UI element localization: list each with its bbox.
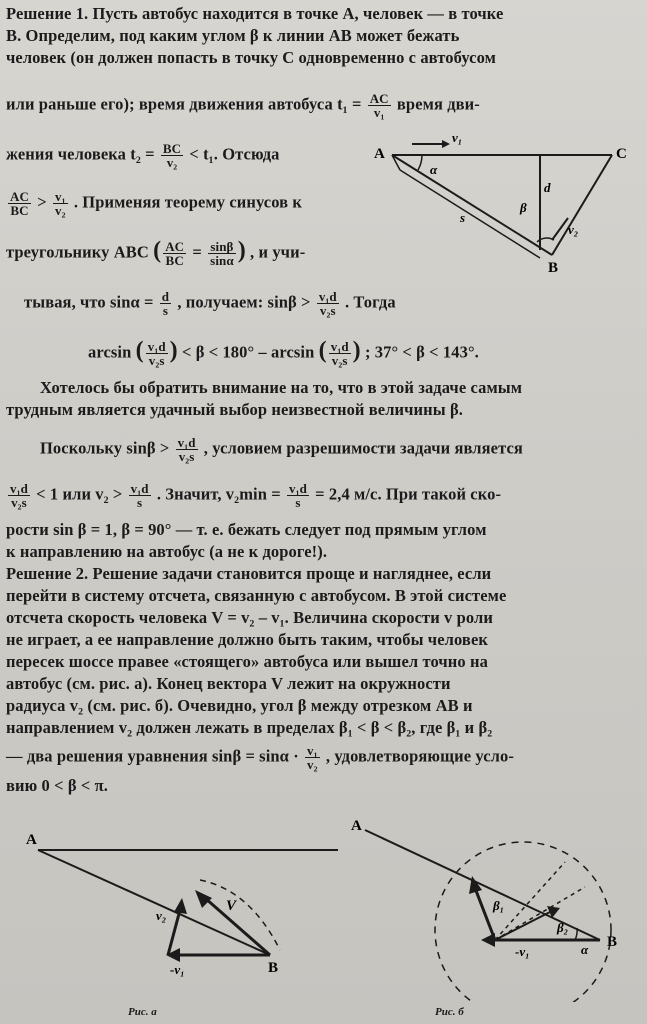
label-beta2: β₂: [557, 920, 569, 935]
arrow-v1-head: [442, 140, 450, 148]
fraction-v1d-s: [287, 482, 309, 509]
label-A: A: [374, 146, 385, 162]
text-line: Хотелось бы обратить внимание на то, что в этой задаче самым: [40, 378, 523, 397]
label-v2: v₂: [568, 222, 579, 237]
fraction-ac-v1: [368, 92, 391, 119]
numerator: v₁d: [130, 481, 149, 496]
label-B: B: [268, 960, 279, 976]
denominator: v₂s: [148, 353, 165, 368]
denominator: v₂s: [11, 495, 27, 510]
text-line: трудным является удачный выбор неизвестной величины β.: [6, 400, 463, 419]
numerator: v₁: [307, 743, 318, 758]
caption-a: Рис. а: [128, 1006, 157, 1018]
denominator: s: [295, 495, 301, 510]
dashed-ray: [495, 862, 565, 940]
denominator: v₂s: [331, 353, 348, 368]
text-line: [6, 482, 636, 509]
fraction-v1d-s: [129, 482, 151, 509]
label-mv1: -v₁: [170, 962, 185, 977]
label-C: C: [616, 146, 627, 162]
formula-t2: t₂ =: [130, 144, 155, 164]
label-s: s: [460, 210, 466, 225]
text-line: перейти в систему отсчета, связанную с автобусом. В этой системе: [6, 586, 507, 605]
text-fragment: треугольнику: [6, 242, 110, 262]
text-line: не играет, а ее направление должно быть таким, чтобы человек: [6, 630, 488, 649]
text-fragment: arcsin: [88, 342, 132, 362]
denominator: sinα: [210, 253, 234, 268]
denominator: v₂: [166, 155, 178, 170]
line-bc: [552, 155, 612, 255]
denominator: v₁: [373, 105, 385, 120]
vector-V-head: [195, 890, 212, 908]
text-line: Решение 1. Пусть автобус находится в точке А, человек — в точке: [6, 4, 504, 23]
label-alpha: α: [581, 942, 589, 957]
numerator: d: [161, 289, 170, 304]
figure-a: [20, 830, 340, 980]
text-fragment: Отсюда: [222, 144, 280, 164]
text-fragment: . Применяя теорему синусов к: [73, 192, 303, 212]
paren-left: (: [153, 237, 162, 264]
fraction-v1d-v2s: [317, 290, 339, 317]
vector-v2: [168, 910, 180, 955]
text-line: [6, 92, 636, 119]
text-line: [6, 142, 376, 169]
paren-right: ): [352, 337, 361, 364]
numerator: v₁d: [288, 481, 307, 496]
numerator: v₁d: [177, 435, 196, 450]
fraction-v1-v2: [305, 744, 320, 771]
numerator: v₁: [54, 189, 66, 204]
label-v2: v₂: [156, 908, 167, 923]
text-fragment: время дви-: [396, 94, 480, 114]
label-d: d: [544, 180, 551, 195]
text-fragment: — два решения уравнения sinβ = sinα ·: [6, 746, 299, 766]
denominator: v₂s: [178, 449, 195, 464]
triangle-diagram: [372, 130, 637, 280]
label-V: V: [226, 898, 237, 914]
text-fragment: = 2,4 м/с. При такой ско-: [315, 484, 502, 504]
label-v1: v₁: [452, 130, 463, 145]
arrow-v2: [552, 218, 568, 240]
denominator: v₂: [307, 757, 318, 772]
text-fragment: . Значит, v₂min =: [156, 484, 281, 504]
fraction-v1-v2: [53, 190, 68, 217]
paren-left: (: [135, 337, 144, 364]
formula-eq: =: [192, 242, 202, 262]
text-line: Решение 2. Решение задачи становится проще и нагляднее, если: [6, 564, 492, 583]
fraction-v1d-v2s: [329, 340, 351, 367]
label-beta: β: [520, 200, 527, 215]
fraction-v1d-v2s: [8, 482, 30, 509]
label-mv1: -v₁: [515, 944, 530, 959]
text-line: [6, 237, 376, 268]
text-fragment: , условием разрешимости задачи является: [203, 438, 523, 458]
text-fragment: < β < 180° – arcsin: [181, 342, 315, 362]
text-line: направлением v₂ должен лежать в пределах β₁ < β < β₂, где β₁ и β₂: [6, 718, 493, 737]
text-fragment: . Тогда: [344, 292, 396, 312]
numerator: v₁d: [318, 289, 337, 304]
fraction-v1d-v2s: [176, 436, 198, 463]
text-line: В. Определим, под каким углом β к линии АВ может бежать: [6, 26, 460, 45]
text-fragment: или раньше его); время движения автобуса: [6, 94, 333, 114]
text-line: автобус (см. рис. а). Конец вектора V лежит на окружности: [6, 674, 451, 693]
text-fragment: Поскольку sinβ >: [40, 438, 170, 458]
text-fragment: тывая, что sinα =: [24, 292, 154, 312]
fraction-v1d-v2s: [146, 340, 168, 367]
text-fragment: , и учи-: [250, 242, 306, 262]
fraction-bc-v2: [161, 142, 183, 169]
numerator: v₁d: [147, 339, 166, 354]
label-B: B: [548, 260, 559, 276]
text-line: [24, 290, 647, 317]
denominator: v₂s: [319, 303, 336, 318]
denominator: s: [162, 303, 168, 318]
line-s: [400, 170, 540, 258]
text-line: [6, 190, 376, 217]
paren-left: (: [318, 337, 327, 364]
numerator: v₁d: [10, 481, 28, 496]
text-line: рости sin β = 1, β = 90° — т. е. бежать следует под прямым углом: [6, 520, 487, 539]
fraction-d-s: [160, 290, 171, 317]
formula-lt-t1: < t₁.: [189, 144, 218, 164]
figure-b: [345, 812, 640, 1002]
text-line: к направлению на автобус (а не к дороге!).: [6, 542, 328, 561]
text-line: вию 0 < β < π.: [6, 776, 108, 795]
paren-right: ): [169, 337, 178, 364]
numerator: v₁d: [330, 339, 349, 354]
vector-V: [205, 898, 270, 955]
text-line: отсчета скорость человека V = v₂ – v₁. Величина скорости v роли: [6, 608, 493, 627]
label-A: A: [26, 832, 37, 848]
numerator: AC: [165, 239, 185, 254]
numerator: AC: [369, 91, 389, 106]
velocity-circle: [435, 842, 611, 1002]
line-ab: [392, 155, 552, 255]
paren-right: ): [237, 237, 246, 264]
denominator: v₂: [54, 203, 66, 218]
formula-abc: ABC: [113, 242, 149, 262]
text-fragment: < 1 или v₂ >: [36, 484, 123, 504]
angle-alpha-arc: [418, 155, 422, 170]
numerator: AC: [10, 189, 29, 204]
text-line: пересек шоссе правее «стоящего» автобуса или вышел точно на: [6, 652, 488, 671]
text-line: человек (он должен попасть в точку С одновременно с автобусом: [6, 48, 496, 67]
fraction-sinb-sina: [208, 240, 236, 267]
label-alpha: α: [430, 162, 438, 177]
text-fragment: ; 37° < β < 143°.: [364, 342, 479, 362]
label-A: A: [351, 818, 362, 834]
denominator: BC: [165, 253, 184, 268]
denominator: s: [137, 495, 143, 510]
label-beta1: β₁: [493, 898, 505, 913]
text-line: [6, 744, 636, 771]
fraction-ac-bc: [163, 240, 186, 267]
text-line: [88, 337, 647, 368]
dashed-arc: [200, 880, 280, 950]
vector-v2-head: [174, 898, 187, 914]
formula-t1: t₁ =: [337, 94, 362, 114]
text-fragment: жения человека: [6, 144, 127, 164]
text-line: [40, 436, 647, 463]
numerator: BC: [162, 141, 182, 156]
numerator: sinβ: [208, 240, 236, 254]
caption-b: Рис. б: [435, 1006, 464, 1018]
denominator: BC: [10, 203, 29, 218]
text-fragment: , получаем: sinβ >: [177, 292, 311, 312]
formula-gt: >: [37, 192, 47, 212]
text-fragment: , удовлетворяющие усло-: [325, 746, 514, 766]
fraction-ac-bc: [8, 190, 31, 217]
label-B: B: [607, 934, 618, 950]
vector-b1: [475, 888, 495, 940]
text-line: радиуса v₂ (см. рис. б). Очевидно, угол β между отрезком АВ и: [6, 696, 473, 715]
